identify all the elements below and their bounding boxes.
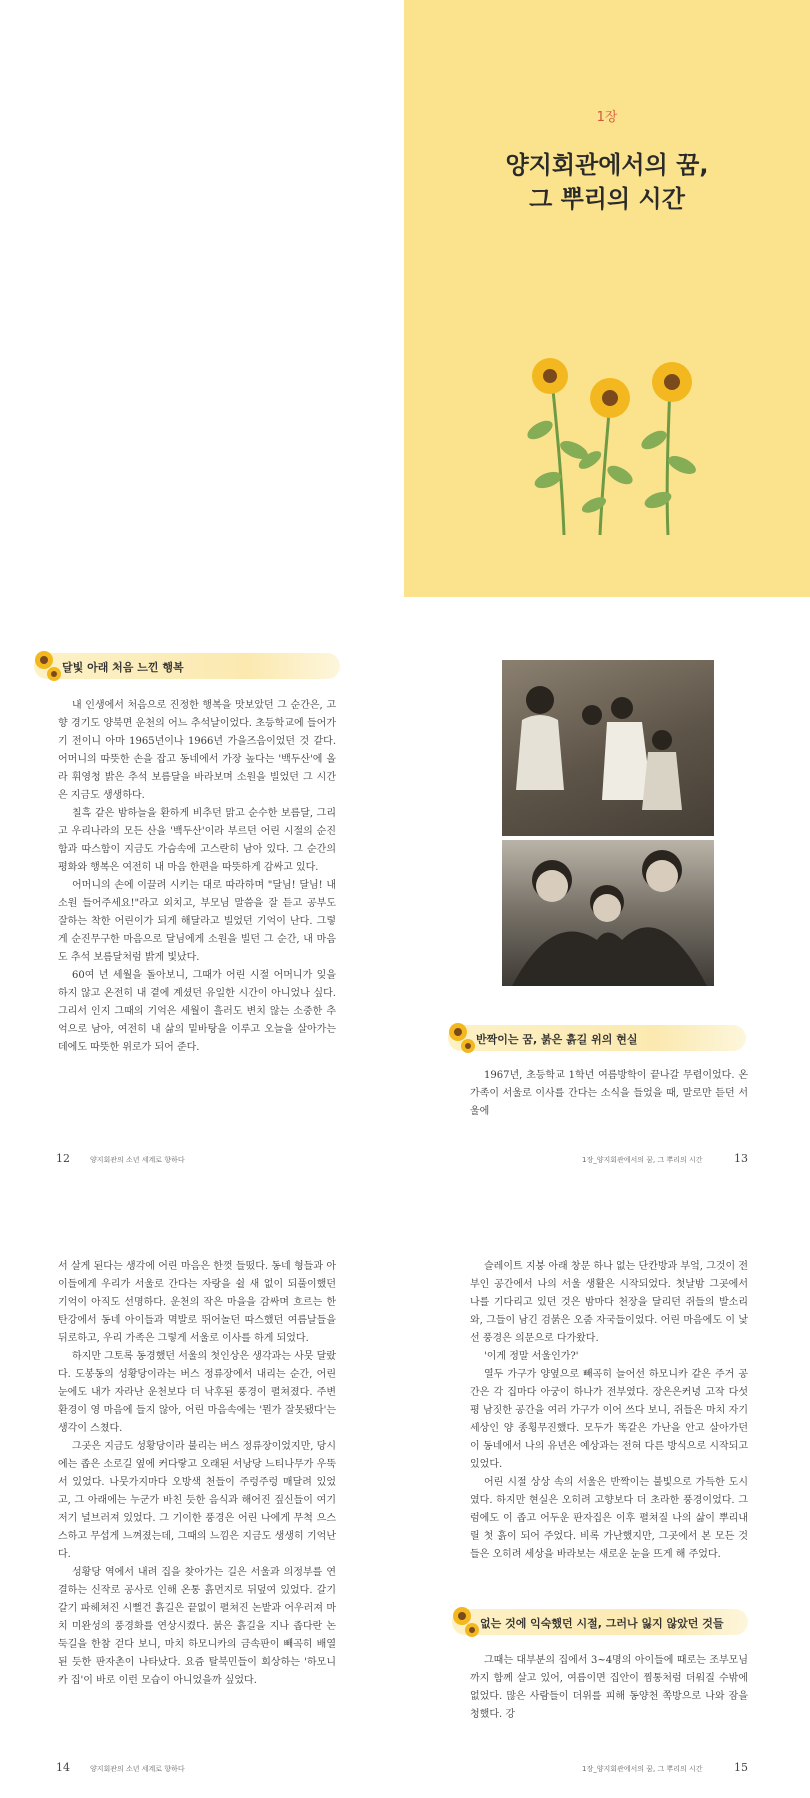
running-title: 양지회관의 소년 세계로 향하다 (90, 1765, 185, 1773)
paragraph: 어린 시절 상상 속의 서울은 반짝이는 불빛으로 가득한 도시였다. 하지만 현실은 오히려 고향보다 더 초라한 풍경이었다. 그럼에도 이 좁고 어두운 판자집은 이후 펼쳐질 나의 삶이 뿌리내릴 첫 흙이 되어 주었다. 비록 가난했지만, 그곳에서 본 모든 것들은 오히려 세상을 바라보는 새로운 눈을 뜨게 해 주었다. (470, 1477, 748, 1560)
sunflower-illustration (492, 340, 732, 540)
running-title: 1장_양지회관에서의 꿈, 그 뿌리의 시간 (582, 1765, 703, 1773)
sunflower-icon (30, 646, 70, 686)
paragraph: 내 인생에서 처음으로 진정한 행복을 맛보았던 그 순간은, 고향 경기도 양북면 운천의 어느 추석날이었다. 초등학교에 들어가기 전이니 아마 1965년이나 1966년 가을즈음이었던 것 같다. 어머니의 따뜻한 손을 잡고 동네에서 가장 높다는 '백두산'에 올라 휘영청 밝은 추석 보름달을 바라보며 소원을 빌었던 그 시간은 지금도 생생하다. (58, 700, 336, 801)
chapter-label: 1장 (596, 110, 618, 125)
paragraph: 어머니의 손에 이끌려 시키는 대로 따라하며 "달님! 달님! 내 소원 들어주세요!"라고 외치고, 부모님 말씀을 잘 듣고 공부도 잘하는 착한 어린이가 되게 해달라고 빌었던 기억이 난다. 그렇게 순진무구한 마음으로 달님에게 소원을 빌던 그 순간, 내 마음도 추석 보름달처럼 밝게 빛났다. (58, 880, 336, 963)
paragraph: 그때는 대부분의 집에서 3~4명의 아이들에 때로는 조부모님까지 함께 살고 있어, 여름이면 집안이 찜통처럼 더워질 수밖에 없었다. 많은 사람들이 더위를 피해 동양천 쪽방으로 나와 잠을 청했다. 강 (470, 1655, 748, 1720)
page14-body (58, 1258, 336, 1690)
paragraph: 성황당 역에서 내려 집을 찾아가는 길은 서울과 의정부를 연결하는 신작로 공사로 인해 온통 흙먼지로 뒤덮여 있었다. 갈기갈기 파헤쳐진 시뻘건 흙길은 끝없이 펼쳐진 논밭과 어우러져 마치 미완성의 풍경화를 연상시켰다. 붉은 흙길을 지나 좁다란 논둑길을 한참 걷다 보니, 마치 하모니카의 금속판이 빼곡히 배열된 듯한 판자촌이 나타났다. 요즘 탈북민들이 회상하는 '하모니카 집'이 바로 이런 모습이 아니었을까 싶었다. (58, 1567, 336, 1686)
section-title: 달빛 아래 처음 느낀 행복 (62, 661, 184, 674)
page-number: 12 (56, 1152, 70, 1165)
chapter-title-line1: 양지회관에서의 꿈, (505, 151, 709, 179)
paragraph: 1967년, 초등학교 1학년 여름방학이 끝나갈 무렵이었다. 온 가족이 서울로 이사를 간다는 소식을 들었을 때, 말로만 듣던 서울에 (470, 1070, 748, 1117)
paragraph: 열두 가구가 양옆으로 빼곡히 늘어선 하모니카 같은 주거 공간은 각 집마다 아궁이 하나가 전부였다. 장은은커녕 고작 다섯 평 남짓한 공간을 여러 가구가 이어 쓰다 보니, 쥐들은 마치 자기 세상인 양 종횡무진했다. 모두가 똑같은 가난을 안고 살아가던 이 동네에서 나의 유년은 예상과는 전혀 다른 방식으로 시작되고 있었다. (470, 1369, 748, 1470)
photo-figures (502, 660, 714, 836)
page15-body-bottom (470, 1652, 748, 1724)
page-number: 13 (734, 1152, 748, 1165)
paragraph: 슬레이트 지붕 아래 창문 하나 없는 단칸방과 부엌, 그것이 전부인 공간에서 나의 서울 생활은 시작되었다. 첫날밤 그곳에서 나를 기다리고 있던 것은 밤마다 천장을 달리던 쥐들의 발소리와, 그들이 남긴 검붉은 오줌 자국들이었다. 어린 마음에도 이 낯선 풍경은 의문으로 다가왔다. (470, 1261, 748, 1344)
section-heading-p12 (34, 653, 340, 679)
photo-figures (502, 840, 714, 986)
page-number: 14 (56, 1761, 70, 1774)
family-photo-mother-children (502, 660, 714, 836)
chapter-opener-panel (404, 0, 810, 597)
section-title: 반짝이는 꿈, 붉은 흙길 위의 현실 (476, 1033, 638, 1046)
sunflower-icon (448, 1602, 488, 1642)
paragraph: 칠흑 같은 밤하늘을 환하게 비추던 맑고 순수한 보름달, 그리고 우리나라의 모든 산을 '백두산'이라 부르던 어린 시절의 순진함과 따스함이 지금도 가슴속에 고스란히 남아 있다. 그 순간의 평화와 행복은 여전히 내 마음 한편을 따뜻하게 감싸고 있다. (58, 808, 336, 873)
running-title: 1장_양지회관에서의 꿈, 그 뿌리의 시간 (582, 1156, 703, 1164)
section-heading-p13 (448, 1025, 746, 1051)
page15-body-top (470, 1258, 748, 1564)
section-heading-p15 (452, 1609, 748, 1635)
sunflower-icon (444, 1018, 484, 1058)
section-title: 없는 것에 익숙했던 시절, 그러나 잃지 않았던 것들 (480, 1617, 724, 1630)
chapter-title (404, 148, 810, 216)
paragraph: 60여 년 세월을 돌아보니, 그때가 어린 시절 어머니가 잊을 하지 않고 온전히 내 곁에 계셨던 유일한 시간이 아니었나 싶다. 그리서 인지 그때의 기억은 세월이 흘러도 변치 않는 소중한 추억으로 남아, 여전히 내 삶의 밑바탕을 이루고 오늘을 살아가는 데에도 따뜻한 위로가 되어 준다. (58, 970, 336, 1053)
page-number: 15 (734, 1761, 748, 1774)
chapter-title-line2: 그 뿌리의 시간 (529, 185, 685, 213)
page12-body (58, 697, 336, 1057)
paragraph: 서 살게 된다는 생각에 어린 마음은 한껏 들떴다. 동네 형들과 아이들에게 우리가 서울로 간다는 자랑을 쉴 새 없이 되풀이했던 기억이 아직도 선명하다. 운천의 작은 마을을 감싸며 흐르는 한탄강에서 동네 아이들과 멱발로 뛰어놀던 따스했던 여름날들을 뒤로하고, 우리 가족은 그렇게 서울로 이사를 하게 되었다. (58, 1261, 336, 1344)
paragraph: '이게 정말 서울인가?' (484, 1351, 579, 1362)
running-title: 양지회관의 소년 세계로 향하다 (90, 1156, 185, 1164)
paragraph: 그곳은 지금도 성황당이라 불리는 버스 정류장이었지만, 당시에는 좁은 소로길 옆에 커다랗고 오래된 서낭당 느티나무가 우뚝 서 있었다. 나뭇가지마다 오방색 천들이 주렁주렁 매달려 있었고, 그 아래에는 누군가 바친 듯한 음식과 해어진 짚신들이 여기저기 널브러져 있었다. 그 기이한 풍경은 어린 나에게 무척 으스스하고 무섭게 느껴졌는데, 그때의 느낌은 지금도 생생히 기억난다. (58, 1441, 336, 1560)
paragraph: 하지만 그토록 동경했던 서울의 첫인상은 생각과는 사뭇 달랐다. 도봉동의 성황당이라는 버스 정류장에서 내리는 순간, 어린 눈에도 내가 자라난 운천보다 더 낙후된 풍경이 펼쳐졌다. 주변 환경이 영 마음에 들지 않아, 어린 마음속에는 '뭔가 잘못됐다'는 생각이 스쳤다. (58, 1351, 336, 1434)
page13-body (470, 1067, 748, 1121)
family-photo-three-boys (502, 840, 714, 986)
